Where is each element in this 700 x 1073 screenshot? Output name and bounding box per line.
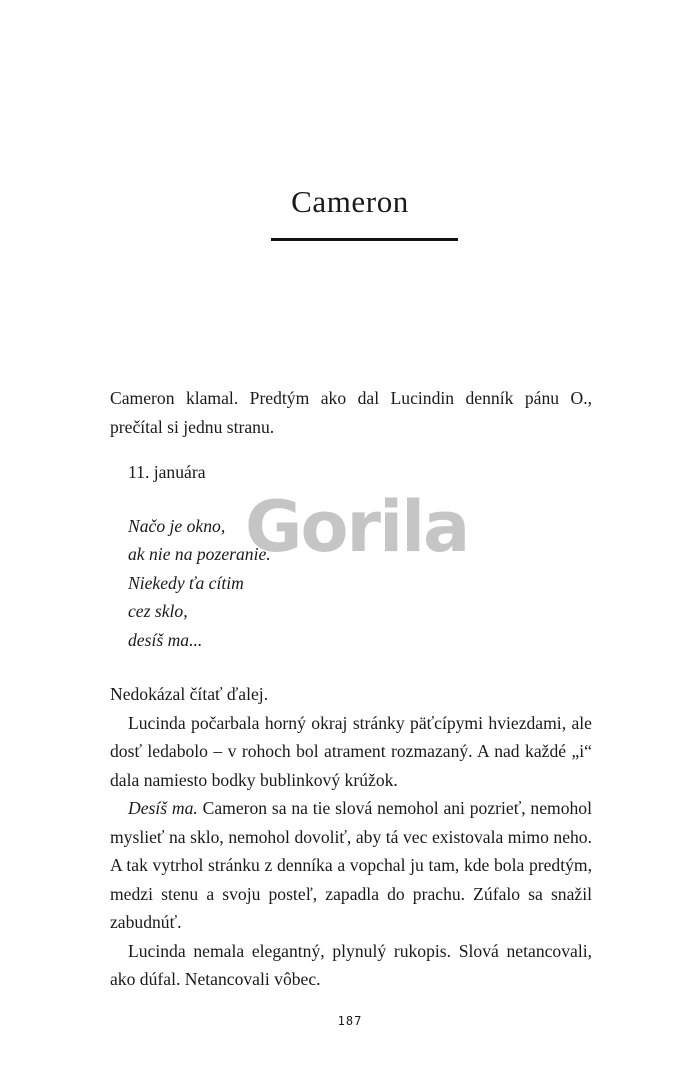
poem-line: Načo je okno, [128, 515, 226, 536]
paragraph-4 [110, 794, 592, 937]
chapter-body [110, 384, 592, 994]
paragraph-1: Cameron klamal. Predtým ako dal Lucindin denník pánu O., prečítal si jednu stranu. [110, 388, 592, 437]
poem-line: ak nie na pozeranie. [128, 544, 271, 564]
paragraph-3: Lucinda počarbala horný okraj stránky päťcípymi hviezdami, ale dosť ledabolo – v rohoch bol atrament rozmazaný. A nad každé „i“ dala namiesto bodky bublinkový krúžok. [110, 712, 592, 790]
diary-date: 11. januára [128, 462, 206, 482]
paragraph-4-rest: Cameron sa na tie slová nemohol ani pozrieť, nemohol myslieť na sklo, nemohol dovoliť, aby tá vec existovala mimo neho. A tak vytrhol stránku z denníka a vopchal ju tam, kde bola predtým, medzi stenu a svoju posteľ, zapadla do prachu. Zúfalo sa snažil zabudnúť. [110, 798, 592, 932]
title-underline [271, 238, 458, 241]
page-number: 187 [337, 1014, 363, 1028]
chapter-title: Cameron [291, 184, 409, 219]
paragraph-4-italic: Desíš ma. [128, 798, 198, 818]
paragraph-2: Nedokázal čítať ďalej. [110, 684, 269, 704]
poem-line: Niekedy ťa cítim [128, 572, 244, 593]
poem-line: desíš ma... [128, 629, 203, 650]
gorila-watermark: Gorila [245, 486, 469, 568]
paragraph-5: Lucinda nemala elegantný, plynulý rukopis. Slová netancovali, ako dúfal. Netancovali vôbec. [110, 940, 592, 989]
diary-poem [110, 512, 592, 655]
poem-line: cez sklo, [128, 601, 188, 621]
